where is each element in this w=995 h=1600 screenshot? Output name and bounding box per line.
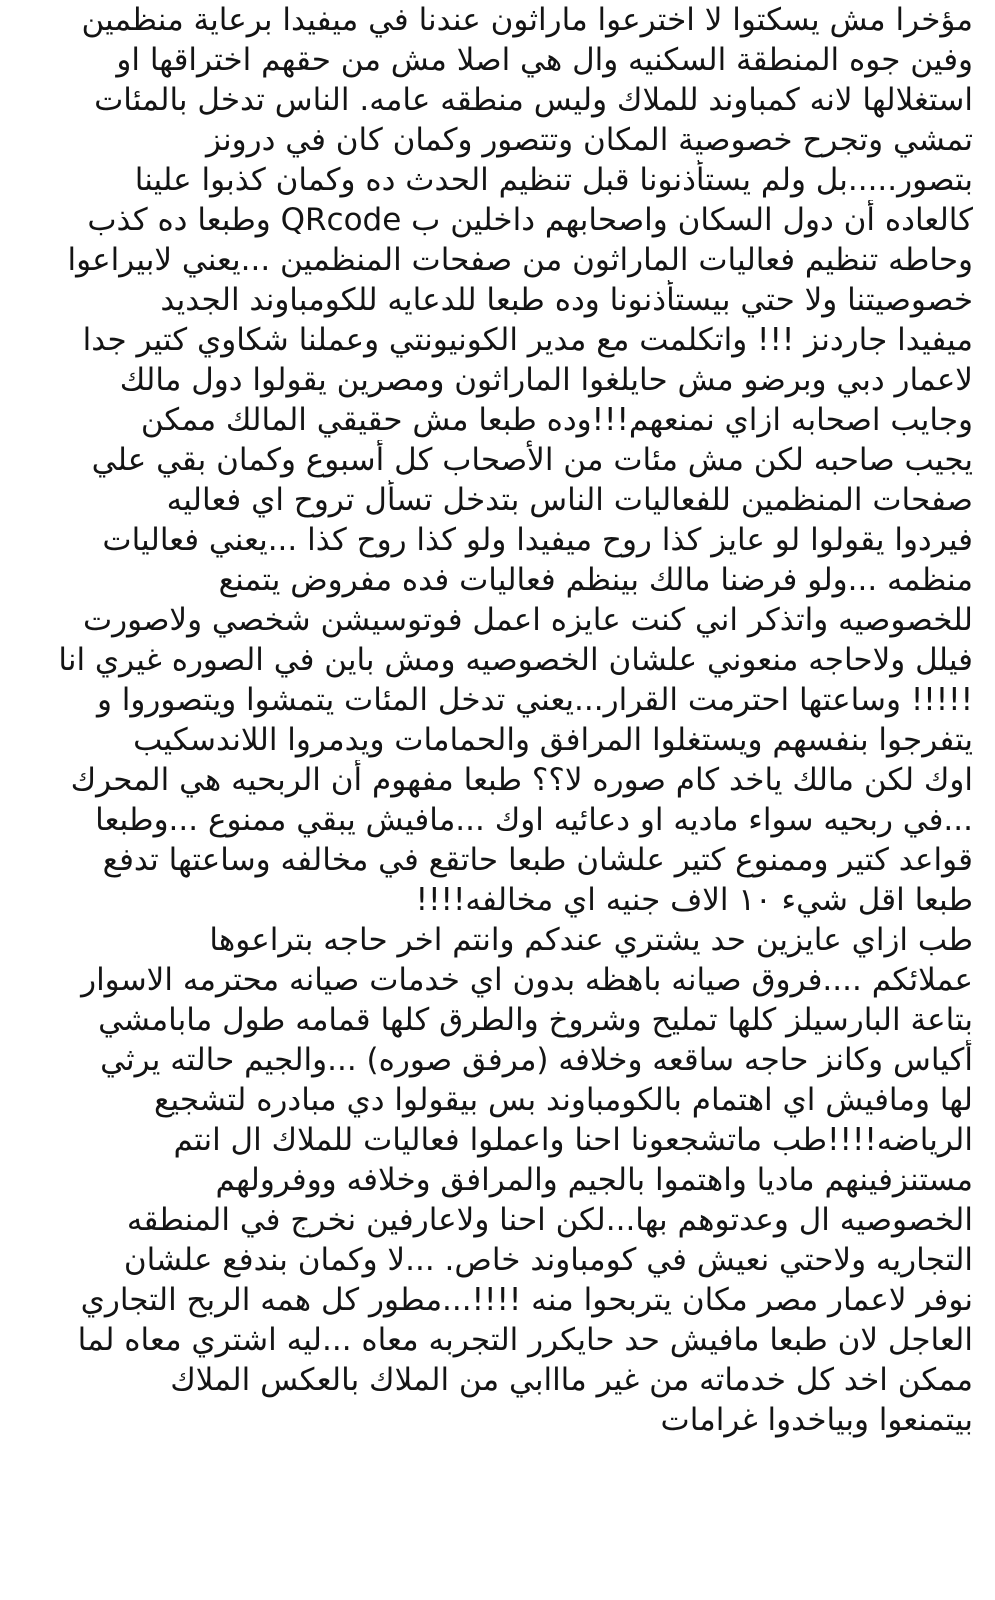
text-line: كالعاده أن دول السكان واصحابهم داخلين ب QRcode وطبعا ده كذب xyxy=(87,202,973,238)
text-line: بيتمنعوا وبياخدوا غرامات xyxy=(660,1402,973,1438)
text-line: قواعد كتير وممنوع كتير علشان طبعا حاتقع في مخالفه وساعتها تدفع xyxy=(102,842,973,878)
text-line: بتاعة البارسيلز كلها تمليح وشروخ والطرق كلها قمامه طول مابامشي xyxy=(98,1002,973,1038)
text-line: للخصوصيه واتذكر اني كنت عايزه اعمل فوتوسيشن شخصي ولاصورت xyxy=(82,602,973,638)
text-line: نوفر لاعمار مصر مكان يتربحوا منه !!!!...مطور كل همه الربح التجاري xyxy=(80,1282,973,1318)
text-line: طبعا اقل شيء ١٠ الاف جنيه اي مخالفه!!!! xyxy=(415,882,973,918)
text-line: الرياضه!!!!طب ماتشجعونا احنا واعملوا فعاليات للملاك ال انتم xyxy=(173,1122,973,1158)
text-line: لها ومافيش اي اهتمام بالكومباوند بس بيقولوا دي مبادره لتشجيع xyxy=(154,1082,973,1118)
text-line: أكياس وكانز حاجه ساقعه وخلافه (مرفق صوره) ...والجيم حالته يرثي xyxy=(100,1042,973,1078)
text-line: يتفرجوا بنفسهم ويستغلوا المرافق والحمامات ويدمروا اللاندسكيب xyxy=(133,722,973,758)
text-line: استغلالها لانه كمباوند للملاك وليس منطقه عامه. الناس تدخل بالمئات xyxy=(94,82,973,118)
text-line: مؤخرا مش يسكتوا لا اخترعوا ماراثون عندنا في ميفيدا برعاية منظمين xyxy=(81,2,973,38)
text-line: صفحات المنظمين للفعاليات الناس بتدخل تسأل تروح اي فعاليه xyxy=(166,482,973,518)
text-line: فيلل ولاحاجه منعوني علشان الخصوصيه ومش باين في الصوره غيري انا xyxy=(58,642,973,678)
text-line: الخصوصيه ال وعدتوهم بها...لكن احنا ولاعارفين نخرج في المنطقه xyxy=(126,1202,973,1238)
text-line: ...في ربحيه سواء ماديه او دعائيه اوك ...مافيش يبقي ممنوع ...وطبعا xyxy=(95,802,973,838)
text-line: مستنزفينهم ماديا واهتموا بالجيم والمرافق وخلافه ووفرولهم xyxy=(215,1162,973,1198)
text-line: منظمه ...ولو فرضنا مالك بينظم فعاليات فده مفروض يتمنع xyxy=(218,562,973,598)
text-line: التجاريه ولاحتي نعيش في كومباوند خاص. ...لا وكمان بندفع علشان xyxy=(123,1242,973,1278)
text-line: اوك لكن مالك ياخد كام صوره لا؟؟ طبعا مفهوم أن الربحيه هي المحرك xyxy=(70,762,973,798)
text-line: وجايب اصحابه ازاي نمنعهم!!!وده طبعا مش حقيقي المالك ممكن xyxy=(140,402,973,438)
text-line: العاجل لان طبعا مافيش حد حايكرر التجربه معاه ...ليه اشتري معاه لما xyxy=(77,1322,973,1358)
text-line: ممكن اخد كل خدماته من غير مااابي من الملاك بالعكس الملاك xyxy=(170,1362,973,1398)
text-line: طب ازاي عايزين حد يشتري عندكم وانتم اخر حاجه بتراعوها xyxy=(209,922,973,958)
text-line: ميفيدا جاردنز !!! واتكلمت مع مدير الكونيونتي وعملنا شكاوي كتير جدا xyxy=(82,322,973,358)
text-line: فيردوا يقولوا لو عايز كذا روح ميفيدا ولو كذا روح كذا ...يعني فعاليات xyxy=(102,522,973,558)
text-line: عملائكم ....فروق صيانه باهظه بدون اي خدمات صيانه محترمه الاسوار xyxy=(81,962,973,998)
text-line: لاعمار دبي وبرضو مش حايلغوا الماراثون ومصرين يقولوا دول مالك xyxy=(119,362,973,398)
text-line: بتصور.....بل ولم يستأذنونا قبل تنظيم الحدث ده وكمان كذبوا علينا xyxy=(134,162,973,198)
text-line: يجيب صاحبه لكن مش مئات من الأصحاب كل أسبوع وكمان بقي علي xyxy=(91,442,973,478)
text-line: وحاطه تنظيم فعاليات الماراثون من صفحات المنظمين ...يعني لابيراعوا xyxy=(67,242,973,278)
text-line: !!!!! وساعتها احترمت القرار...يعني تدخل المئات يتمشوا ويتصوروا و xyxy=(96,682,973,718)
text-line: خصوصيتنا ولا حتي بيستأذنونا وده طبعا للدعايه للكومباوند الجديد xyxy=(160,282,973,318)
text-line: تمشي وتجرح خصوصية المكان وتتصور وكمان كان في درونز xyxy=(205,122,973,158)
text-line: وفين جوه المنطقة السكنيه وال هي اصلا مش من حقهم اختراقها او xyxy=(116,42,973,78)
